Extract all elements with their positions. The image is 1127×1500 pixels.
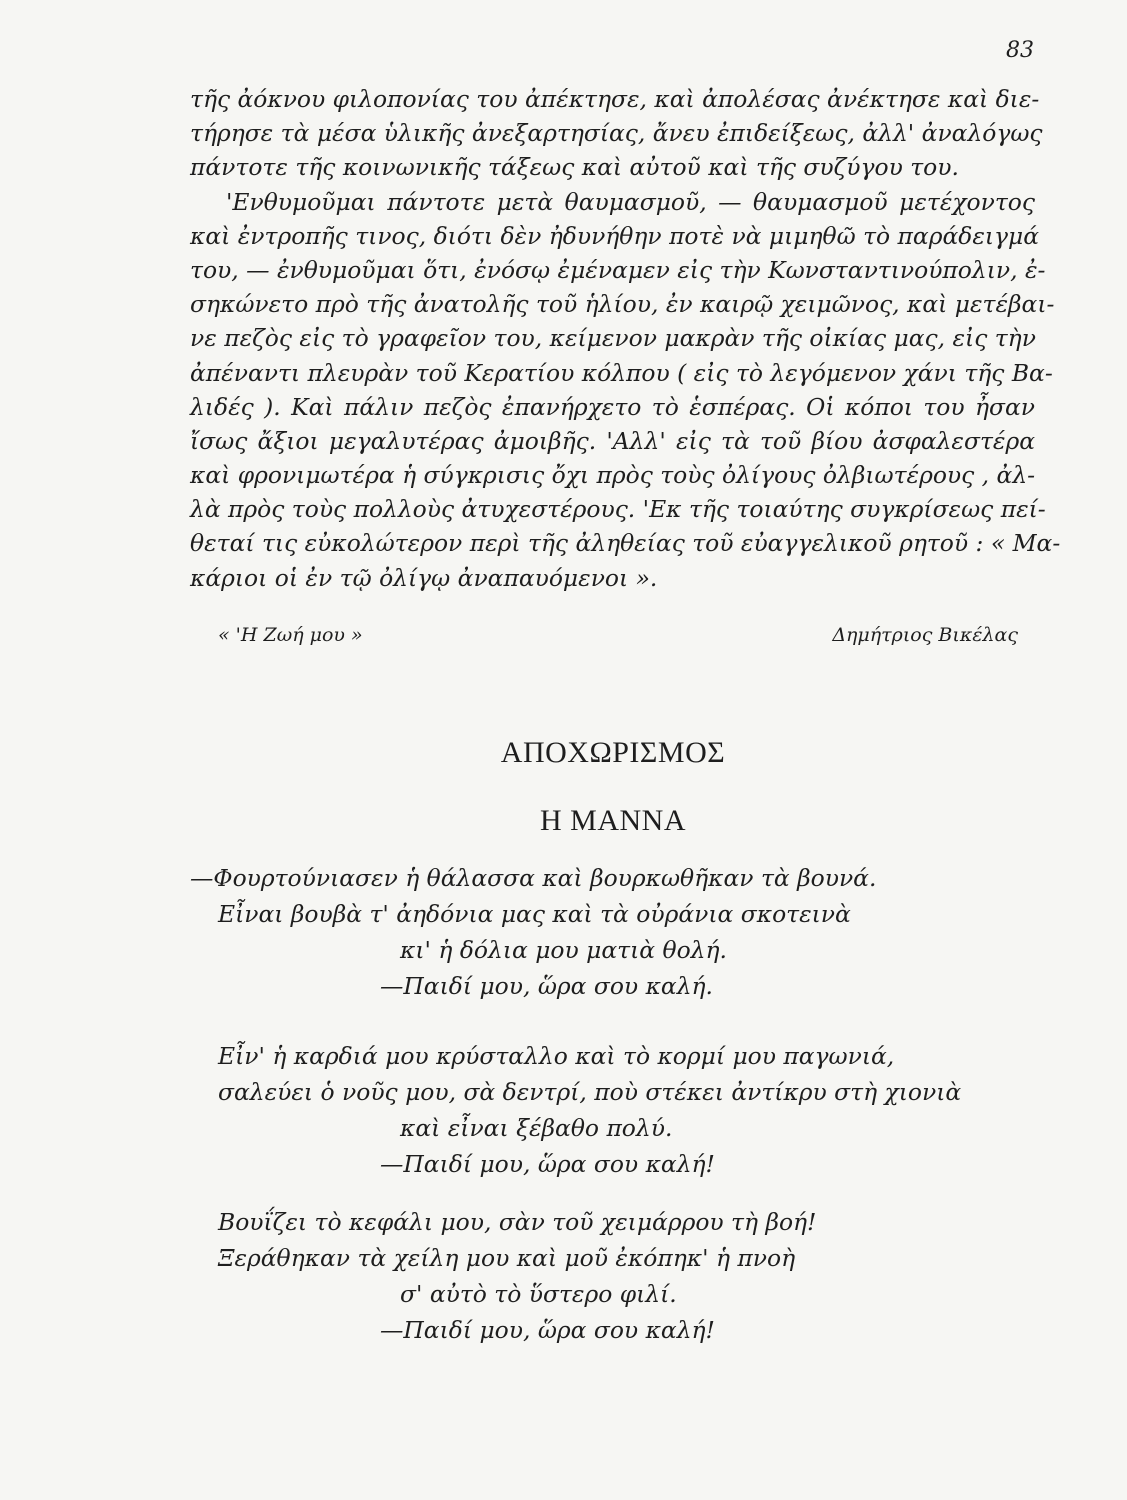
prose-line: κάριοι οἱ ἐν τῷ ὀλίγῳ ἀναπαυόμενοι ». (190, 563, 658, 592)
poem-line: Βουΐζει τὸ κεφάλι μου, σὰν τοῦ χειμάρρου τὴ βοή! (218, 1208, 817, 1236)
poem-line: σ' αὐτὸ τὸ ὕστερο φιλί. (400, 1280, 677, 1308)
poem-line: —Παιδί μου, ὥρα σου καλή. (380, 972, 713, 1000)
prose-line: καὶ ἐντροπῆς τινος, διότι δὲν ἠδυνήθην ποτὲ νὰ μιμηθῶ τὸ παράδειγμά (190, 221, 1040, 250)
prose-line: τῆς ἀόκνου φιλοπονίας του ἀπέκτησε, καὶ ἀπολέσας ἀνέκτησε καὶ διε- (190, 85, 1040, 113)
attribution-source: « 'Η Ζωή μου » (218, 624, 363, 646)
poem-line: κι' ἡ δόλια μου ματιὰ θολή. (400, 936, 727, 964)
poem-stanza (190, 860, 1050, 1004)
poem-line: καὶ εἶναι ξέβαθο πολύ. (400, 1114, 673, 1142)
prose-line: καὶ φρονιμωτέρα ἡ σύγκρισις ὄχι πρὸς τοὺς ὀλίγους ὀλβιωτέρους , ἀλ- (190, 461, 1036, 490)
prose-line: του, — ἐνθυμοῦμαι ὅτι, ἐνόσῳ ἐμέναμεν εἰς τὴν Κωνσταντινούπολιν, ἐ- (190, 255, 1046, 284)
prose-line: ἴσως ἄξιοι μεγαλυτέρας ἀμοιβῆς. 'Αλλ' εἰς τὰ τοῦ βίου ἀσφαλεστέρα (190, 426, 1035, 455)
poem-line: —Φουρτούνιασεν ἡ θάλασσα καὶ βουρκωθῆκαν τὰ βουνά. (190, 864, 877, 892)
poem-stanza (190, 1204, 1050, 1348)
poem-line: Ξεράθηκαν τὰ χείλη μου καὶ μοῦ ἐκόπηκ' ἡ πνοὴ (218, 1244, 796, 1272)
poem-line: σαλεύει ὁ νοῦς μου, σὰ δεντρί, ποὺ στέκει ἀντίκρυ στὴ χιονιὰ (218, 1078, 962, 1106)
prose-line: πάντοτε τῆς κοινωνικῆς τάξεως καὶ αὐτοῦ καὶ τῆς συζύγου του. (190, 153, 959, 182)
poem-title: Η ΜΑΝΝΑ (540, 804, 686, 837)
poem (190, 860, 1050, 1370)
prose-line: νε πεζὸς εἰς τὸ γραφεῖον του, κείμενον μακρὰν τῆς οἰκίας μας, εἰς τὴν (190, 324, 1036, 353)
prose-line: σηκώνετο πρὸ τῆς ἀνατολῆς τοῦ ἡλίου, ἐν καιρῷ χειμῶνος, καὶ μετέβαι- (190, 290, 1055, 319)
prose-block (190, 82, 1061, 595)
prose-line: 'Ενθυμοῦμαι πάντοτε μετὰ θαυμασμοῦ, — θαυμασμοῦ μετέχοντος (226, 187, 1035, 216)
page-number: 83 (1006, 38, 1034, 63)
poem-stanza (190, 1038, 1050, 1182)
prose-line: τήρησε τὰ μέσα ὑλικῆς ἀνεξαρτησίας, ἄνευ ἐπιδείξεως, ἀλλ' ἀναλόγως (190, 119, 1043, 148)
attribution (218, 624, 1018, 654)
prose-line: ἀπέναντι πλευρὰν τοῦ Κερατίου κόλπου ( εἰς τὸ λεγόμενον χάνι τῆς Βα- (190, 358, 1053, 387)
attribution-author: Δημήτριος Βικέλας (832, 624, 1018, 646)
prose-line: λιδές ). Καὶ πάλιν πεζὸς ἐπανήρχετο τὸ ἑσπέρας. Οἱ κόποι του ἦσαν (190, 392, 1035, 421)
poem-line: Εἶν' ἡ καρδιά μου κρύσταλλο καὶ τὸ κορμί μου παγωνιά, (218, 1042, 895, 1070)
prose-line: θεταί τις εὐκολώτερον περὶ τῆς ἀληθείας τοῦ εὐαγγελικοῦ ρητοῦ : « Μα- (190, 529, 1061, 558)
poem-line: —Παιδί μου, ὥρα σου καλή! (380, 1150, 715, 1178)
section-title: ΑΠΟΧΩΡΙΣΜΟΣ (500, 736, 726, 769)
poem-line: Εἶναι βουβὰ τ' ἀηδόνια μας καὶ τὰ οὐράνια σκοτεινὰ (218, 900, 851, 928)
poem-line: —Παιδί μου, ὥρα σου καλή! (380, 1316, 715, 1344)
prose-line: λὰ πρὸς τοὺς πολλοὺς ἀτυχεστέρους. 'Εκ τῆς τοιαύτης συγκρίσεως πεί- (190, 495, 1046, 524)
